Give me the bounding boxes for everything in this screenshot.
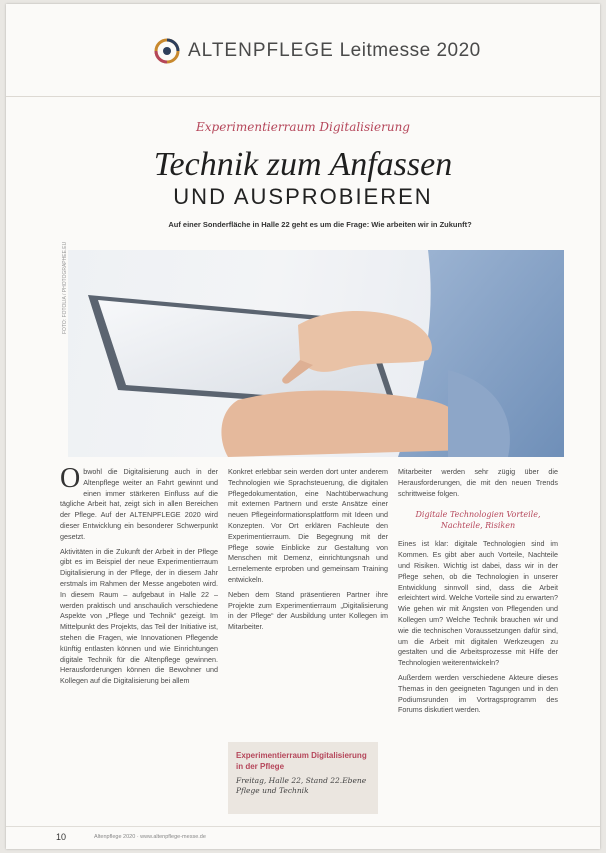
infobox-text: Freitag, Halle 22, Stand 22.Ebene Pflege und Technik [236, 776, 367, 795]
text-column-3 [398, 467, 558, 720]
pullquote: Digitale Technologien Vorteile, Nachteile, Risiken [415, 510, 541, 531]
tablet-photo [68, 250, 564, 457]
paragraph: Aktivitäten in die Zukunft der Arbeit in der Pflege gibt es im Beispiel der neue Experimentierraum Digitalisierung in der Pflege, der in diesem Jahr erstmals im Rahmen der Messe angeboten wird. In diesem Raum – aufgebaut in Halle 22 – werden praktisch und anschaulich verschiedene Aspekte von „Pflege und Technik“ gezeigt. Im Mittelpunkt des Projekts, das Teil der Initiative ist, stehen die Fragen, wie Innovationen Pflegende künftig entlasten können und wie Einrichtungen digitale Technik für die Altenpflege gewinnen. Herausforderungen können die Bewohner und Kollegen auf die Digitalisierung bei allem [60, 546, 218, 686]
masthead [6, 34, 600, 70]
paragraph: Konkret erlebbar sein werden dort unter anderem Technologien wie Sprachsteuerung, die digitalen Pflegedokumentation, eine Nachtüberwachung mit externen Partnern und erste Ansätze einer neuen Pflegeinformationsplattform mit Ideen und Konzepten. Vor Ort erklären Fachleute den Experimentierraum. Die Begegnung mit der Pflege sowie Einblicke zur Gestaltung von Menschen mit Demenz, einrichtungsnah und Lernelemente erproben und gemeinsam Training entwickeln. [228, 467, 388, 584]
text-column-1 [60, 463, 218, 691]
page-number: 10 [56, 832, 67, 842]
paragraph: Obwohl die Digitalisierung auch in der Altenpflege weiter an Fahrt gewinnt und einen immer stärkeren Einfluss auf die tägliche Arbeit hat, zeigt sich in allen Bereichen der Pflege. Auf der ALTENPFLEGE 2020 wird dieser Entwicklung ein besonderer Schwerpunkt gesetzt. [60, 463, 218, 541]
masthead-suffix: Leitmesse 2020 [339, 40, 481, 61]
event-infobox [228, 742, 378, 814]
dropcap: O [60, 463, 81, 494]
paragraph: Neben dem Stand präsentieren Partner ihre Projekte zum Experimentierraum „Digitalisierung in der Pflege“ der Ausbildung unter Kollegen im Mitarbeiter. [228, 589, 388, 632]
infobox-title: Experimentierraum Digitalisierung in der Pflege [236, 751, 367, 771]
article-kicker: Experimentierraum Digitalisierung [195, 120, 410, 134]
article-lead: Auf einer Sonderfläche in Halle 22 geht es um die Frage: Wie arbeiten wir in Zukunft? [168, 220, 472, 229]
article-headline: Technik zum Anfassen [153, 146, 453, 183]
masthead-divider [6, 96, 600, 97]
masthead-title [188, 40, 481, 62]
footer-text: Altenpflege 2020 · www.altenpflege-messe.de [94, 834, 206, 840]
altenpflege-logo-icon [154, 38, 180, 64]
paragraph: Mitarbeiter werden sehr zügig über die Herausforderungen, die mit den neuen Trends schrittweise folgen. [398, 467, 558, 498]
paragraph: Außerdem werden verschiedene Akteure dieses Themas in den geeigneten Tagungen und in den Podiumsrunden im Vortragsprogramm des Forums diskutiert werden. [398, 672, 558, 715]
photo-credit: FOTO: FOTOLIA / PHOTOGRAPHEE.EU [62, 241, 68, 334]
page-footer [6, 832, 600, 846]
magazine-page [6, 4, 600, 849]
text-column-2 [228, 467, 388, 637]
paragraph: Eines ist klar: digitale Technologien sind im Kommen. Es gibt aber auch Vorteile, Nachteile und Risiken. Wichtig ist dabei, dass wir in der Pflege sehen, ob die Technologien in unserer Entwicklung sinnvoll sind, dass die Arbeit erleichtert wird. Welche Vorteile sind zu erwarten? Wie gehen wir mit Ängsten von Pflegenden und Kollegen um? Welche Technik brauchen wir und wie die technischen Voraussetzungen dafür sind, um die Arbeit mit digitalen Werkzeugen zu gestalten und die Arbeitsprozesse mit Hilfe der Technologien weiterentwickeln? [398, 539, 558, 668]
footer-divider [6, 826, 600, 827]
masthead-brand: ALTENPFLEGE [188, 40, 334, 61]
article-subhead: UND AUSPROBIEREN [173, 184, 433, 209]
tablet-hands-illustration [68, 250, 564, 457]
